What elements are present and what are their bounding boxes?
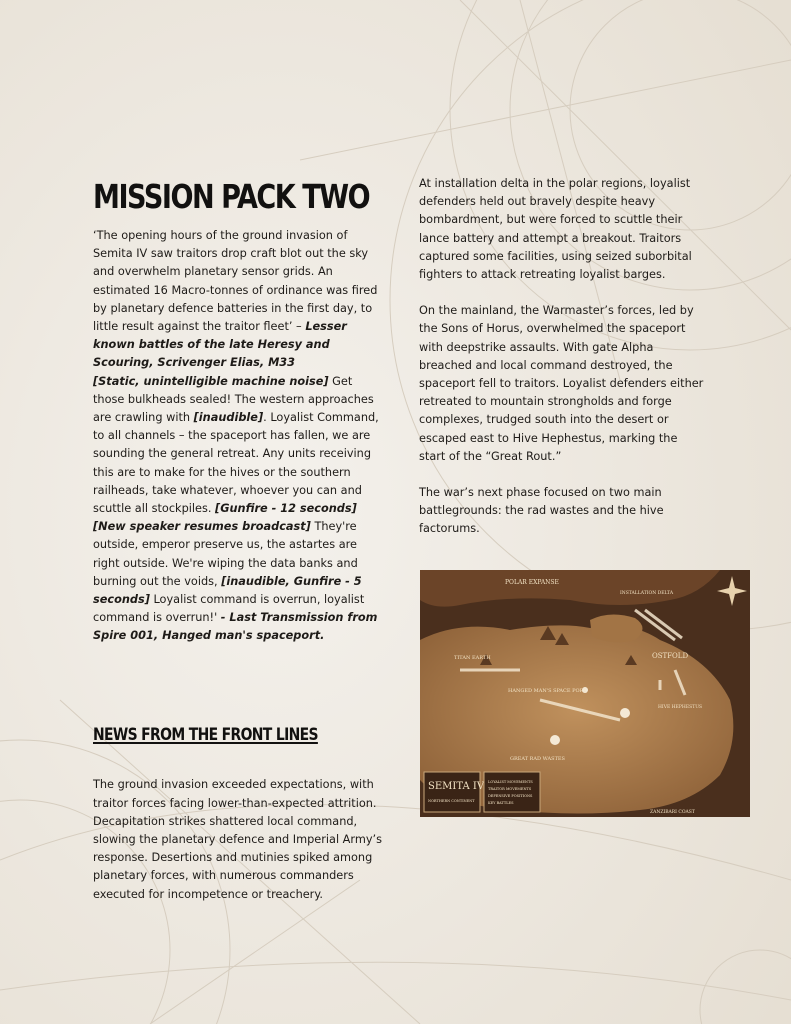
map-label-zanzibari-coast: ZANZIBARI COAST <box>650 810 695 815</box>
map-island <box>590 614 643 642</box>
page-title: MISSION PACK TWO <box>93 177 370 216</box>
map-legend-title: SEMITA IV <box>428 781 485 792</box>
news-heading: NEWS FROM THE FRONT LINES <box>93 725 318 745</box>
intro-quote-source: Lesser known battles of the late Heresy and Scouring, Scrivenger Elias, M33 <box>93 320 347 370</box>
transmission-segment: - Last Transmission from Spire 001, Hanged man's spaceport. <box>93 611 378 643</box>
map-label-ostfold: OSTFOLD <box>652 652 689 660</box>
semita-map <box>420 570 750 817</box>
transmission-segment: . Loyalist Command, to all channels – the spaceport has fallen, we are sounding the general retreat. Any units receiving this are to make for the hives or the southern railheads, take whatever, whoever you can and scuttle all stockpiles. <box>93 411 379 516</box>
transmission-segment: [Static, unintelligible machine noise] <box>93 374 329 388</box>
paragraph-next-phase: The war’s next phase focused on two main battlegrounds: the rad wastes and the hive factorums. <box>419 486 664 536</box>
map-legend-defensive: DEFENSIVE POSITIONS <box>488 794 533 798</box>
map-legend-loyalist: LOYALIST MOVEMENTS <box>488 780 533 784</box>
map-label-polar-expanse: POLAR EXPANSE <box>505 579 559 586</box>
transmission-segment: Loyalist command is overrun, loyalist command is overrun!' <box>93 593 365 625</box>
right-column <box>419 175 707 557</box>
map-label-titan-earth: TITAN EARTH <box>454 655 491 661</box>
paragraph-installation-delta: At installation delta in the polar regions, loyalist defenders held out bravely despite heavy bombardment, but were forced to scuttle their lance battery and attempt a breakout. Traitors captured some facilities, using seized suborbital fighters to attack retreating loyalist barges. <box>419 177 692 282</box>
intro-quote-text: ‘The opening hours of the ground invasion of Semita IV saw traitors drop craft blot out the sky and overwhelm planetary sensor grids. An estimated 16 Macro-tonnes of ordinance was fired by planetary defence batteries in the first day, to little result against the traitor fleet’ – <box>93 229 378 334</box>
transmission-segment: [Gunfire - 12 seconds] [New speaker resumes broadcast] <box>93 502 357 534</box>
transmission-segment: [inaudible] <box>193 411 264 425</box>
transmission-segment: Get those bulkheads sealed! The western approaches are crawling with <box>93 374 374 425</box>
map-label-hive-hephestus: HIVE HEPHESTUS <box>658 705 703 710</box>
map-label-hanged-mans-spaceport: HANGED MAN'S SPACE PORT <box>508 688 587 694</box>
intro-column <box>93 227 383 646</box>
map-label-great-rad-wastes: GREAT RAD WASTES <box>510 756 565 762</box>
map-legend-traitor: TRAITOR MOVEMENTS <box>488 787 532 791</box>
map-legend-key-battles: KEY BATTLES <box>488 801 514 805</box>
transmission-log <box>93 373 383 646</box>
transmission-segment: They're outside, emperor preserve us, the astartes are right outside. We're wiping the data banks and burning out the voids, <box>93 520 358 588</box>
map-label-installation-delta: INSTALLATION DELTA <box>620 591 674 596</box>
map-legend-subtitle: NORTHERN CONTINENT <box>428 799 475 803</box>
intro-quote <box>93 227 383 373</box>
news-body: The ground invasion exceeded expectations, with traitor forces facing lower-than-expected attrition. Decapitation strikes shattered local command, slowing the planetary defence and Imperial Army’s response. Desertions and mutinies spiked among planetary forces, with numerous commanders executed for incompetence or treachery. <box>93 778 383 901</box>
transmission-segment: [inaudible, Gunfire - 5 seconds] <box>93 574 362 607</box>
paragraph-mainland: On the mainland, the Warmaster’s forces, led by the Sons of Horus, overwhelmed the spaceport with deepstrike assaults. With gate Alpha breached and local command destroyed, the spaceport fell to traitors. Loyalist defenders either retreated to mountain strongholds and forge complexes, trudged south into the desert or escaped east to Hive Hephestus, marking the start of the “Great Rout.” <box>419 304 704 463</box>
